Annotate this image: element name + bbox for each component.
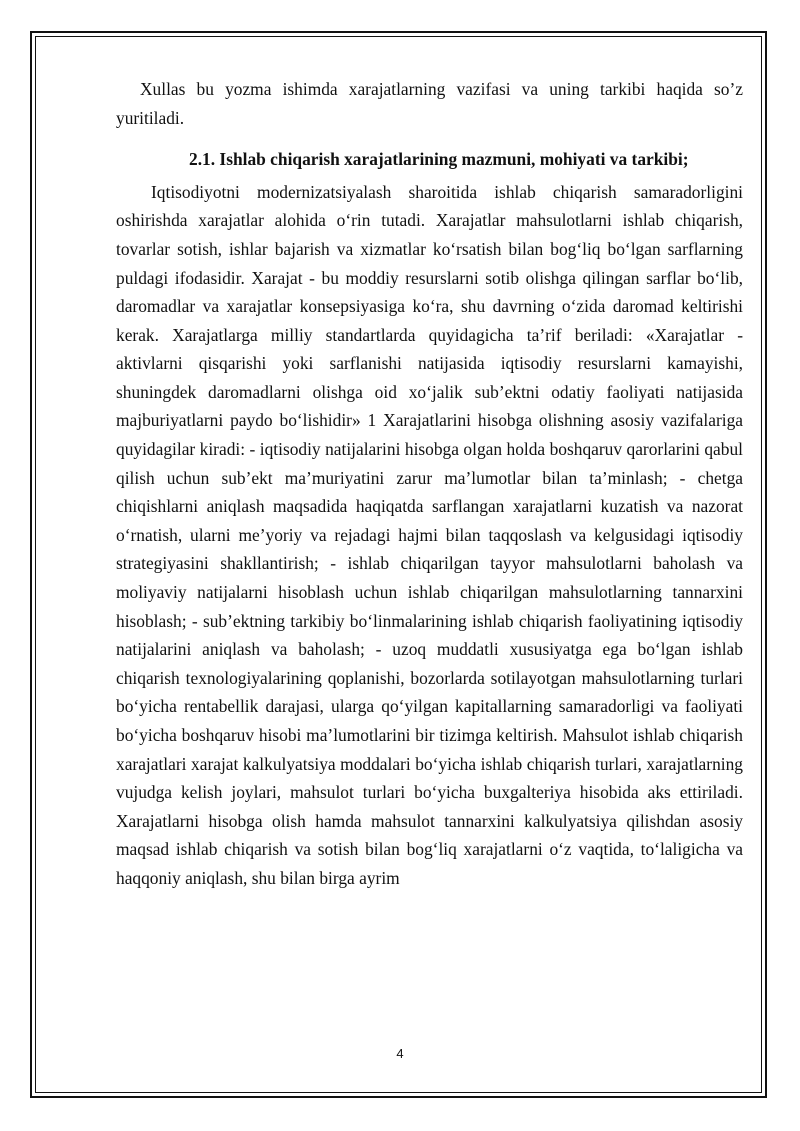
document-content: [116, 75, 743, 893]
body-paragraph: Iqtisodiyotni modernizatsiyalash sharoitida ishlab chiqarish samaradorligini oshirishda xarajatlar alohida o‘rin tutadi. Xarajatlar mahsulotlarni ishlab chiqarish, tovarlar sotish, ishlar bajarish va xizmatlar ko‘rsatish bilan bog‘liq bo‘lgan sarflarning puldagi ifodasidir. Xarajat - bu moddiy resurslarni sotib olishga qilingan sarflar bo‘lib, daromadlar va xarajatlar konsepsiyasiga ko‘ra, shu davrning o‘zida daromad keltirishi kerak. Xarajatlarga milliy standartlarda quyidagicha ta’rif beriladi: «Xarajatlar - aktivlarni qisqarishi yoki sarflanishi natijasida iqtisodiy resurslarni kamayishi, shuningdek daromadlarni olishga oid xo‘jalik sub’ektni odatiy faoliyati natijasida majburiyatlarni paydo bo‘lishidir» 1 Xarajatlarini hisobga olishning asosiy vazifalariga quyidagilar kiradi: - iqtisodiy natijalarini hisobga olgan holda boshqaruv qarorlarini qabul qilish uchun sub’ekt ma’muriyatini zarur ma’lumotlar bilan ta’minlash; - chetga chiqishlarni aniqlash maqsadida haqiqatda sarflangan xarajatlarni kuzatish va nazorat o‘rnatish, ularni me’yoriy va rejadagi hajmi bilan taqqoslash va kelgusidagi iqtisodiy strategiyasini shakllantirish; - ishlab chiqarilgan tayyor mahsulotlarni baholash va moliyaviy natijalarni hisoblash uchun ishlab chiqarilgan mahsulotlarning tannarxini hisoblash; - sub’ektning tarkibiy bo‘linmalarining ishlab chiqarish faoliyatining iqtisodiy natijalarini aniqlash va baholash; - uzoq muddatli xususiyatga ega bo‘lgan ishlab chiqarish texnologiyalarining qoplanishi, bozorlarda sotilayotgan mahsulotlarning turlari bo‘yicha rentabellik darajasi, ularga qo‘yilgan kapitallarning samaradorligi va faoliyati bo‘yicha boshqaruv hisobi ma’lumotlarini bir tizimga keltirish. Mahsulot ishlab chiqarish xarajatlari xarajat kalkulyatsiya moddalari bo‘yicha ishlab chiqarish turlari, xarajatlarning vujudga kelish joylari, mahsulot turlari bo‘yicha buxgalteriya hisobida aks ettiriladi. Xarajatlarni hisobga olish hamda mahsulot tannarxini kalkulyatsiya qilishdan asosiy maqsad ishlab chiqarish va sotish bilan bog‘liq xarajatlarni o‘z vaqtida, to‘laligicha va haqqoniy aniqlash, shu bilan birga ayrim: [116, 181, 743, 888]
section-heading: 2.1. Ishlab chiqarish xarajatlarining mazmuni, mohiyati va tarkibi;: [189, 148, 689, 169]
page-number: 4: [396, 1046, 404, 1061]
intro-paragraph: Xullas bu yozma ishimda xarajatlarning vazifasi va uning tarkibi haqida so’z yuritiladi.: [116, 79, 743, 128]
